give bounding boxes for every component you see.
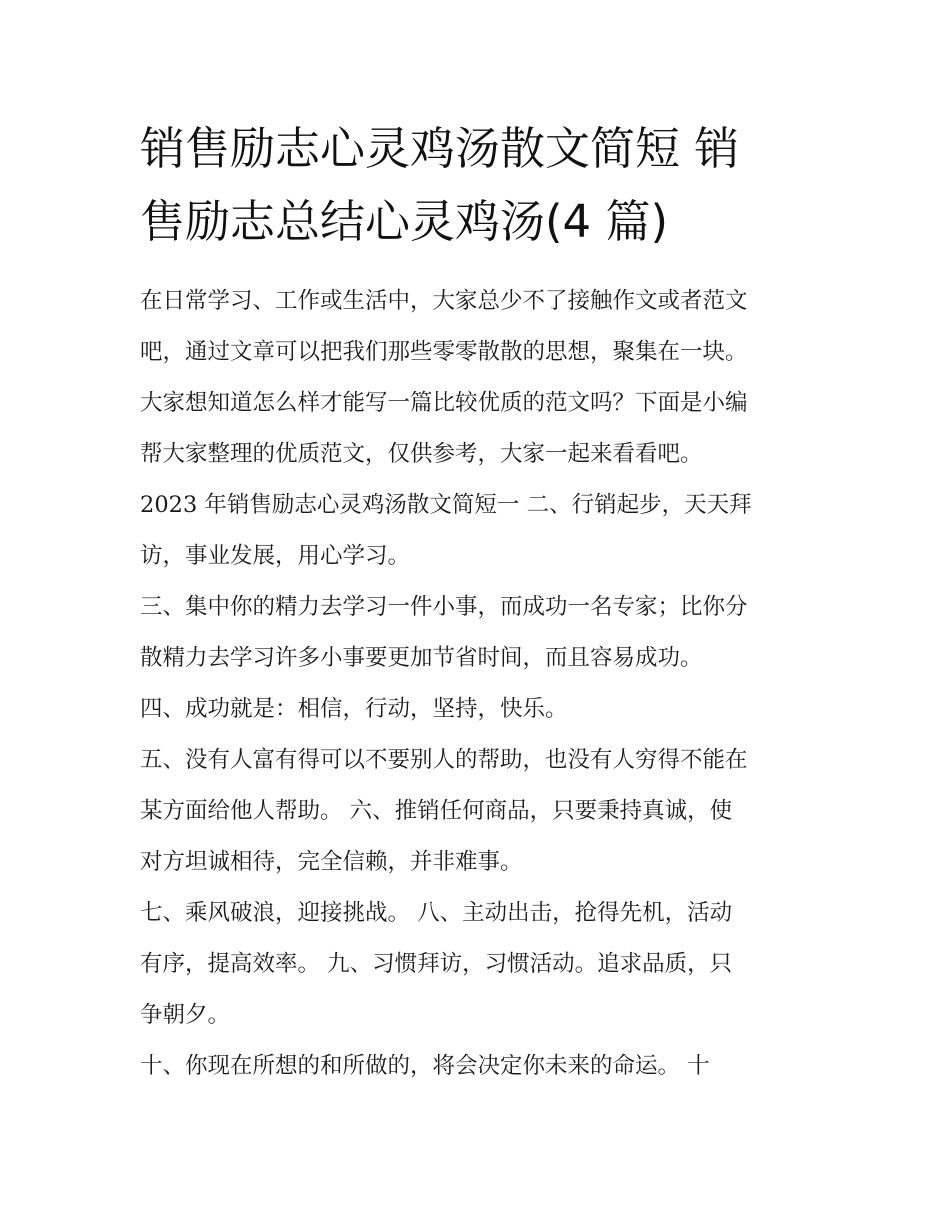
text-line: 2023 年销售励志心灵鸡汤散文简短一 二、行销起步，天天拜 xyxy=(140,492,752,518)
paragraph-five xyxy=(140,735,830,888)
text-line: 访，事业发展，用心学习。 xyxy=(140,543,411,569)
document-title xyxy=(140,112,820,258)
title-line: 售励志总结心灵鸡汤(4 篇) xyxy=(140,195,669,248)
text-line: 在日常学习、工作或生活中，大家总少不了接触作文或者范文 xyxy=(140,288,748,314)
paragraph-four xyxy=(140,684,830,735)
text-line: 帮大家整理的优质范文，仅供参考，大家一起来看看吧。 xyxy=(140,441,703,467)
paragraph-ten xyxy=(140,1041,830,1092)
text-line: 大家想知道怎么样才能写一篇比较优质的范文吗？下面是小编 xyxy=(140,390,748,416)
text-line: 有序，提高效率。 九、习惯拜访，习惯活动。追求品质，只 xyxy=(140,951,733,977)
paragraph-three xyxy=(140,582,830,684)
text-line: 三、集中你的精力去学习一件小事，而成功一名专家；比你分 xyxy=(140,594,748,620)
text-line: 对方坦诚相待，完全信赖，并非难事。 xyxy=(140,849,523,875)
text-line: 吧，通过文章可以把我们那些零零散散的思想，聚集在一块。 xyxy=(140,339,748,365)
paragraph-intro xyxy=(140,276,830,480)
text-line: 十、你现在所想的和所做的，将会决定你未来的命运。 十 xyxy=(140,1053,710,1079)
text-line: 七、乘风破浪，迎接挑战。 八、主动出击，抢得先机，活动 xyxy=(140,900,733,926)
document-body xyxy=(140,276,830,1092)
text-line: 五、没有人富有得可以不要别人的帮助，也没有人穷得不能在 xyxy=(140,747,748,773)
paragraph-seven xyxy=(140,888,830,1041)
text-line: 四、成功就是：相信，行动，坚持，快乐。 xyxy=(140,696,568,722)
title-line: 销售励志心灵鸡汤散文简短 销 xyxy=(140,122,740,175)
text-line: 争朝夕。 xyxy=(140,1002,231,1028)
text-line: 某方面给他人帮助。 六、推销任何商品，只要秉持真诚，使 xyxy=(140,798,733,824)
text-line: 散精力去学习许多小事要更加节省时间，而且容易成功。 xyxy=(140,645,703,671)
paragraph-2023 xyxy=(140,480,830,582)
